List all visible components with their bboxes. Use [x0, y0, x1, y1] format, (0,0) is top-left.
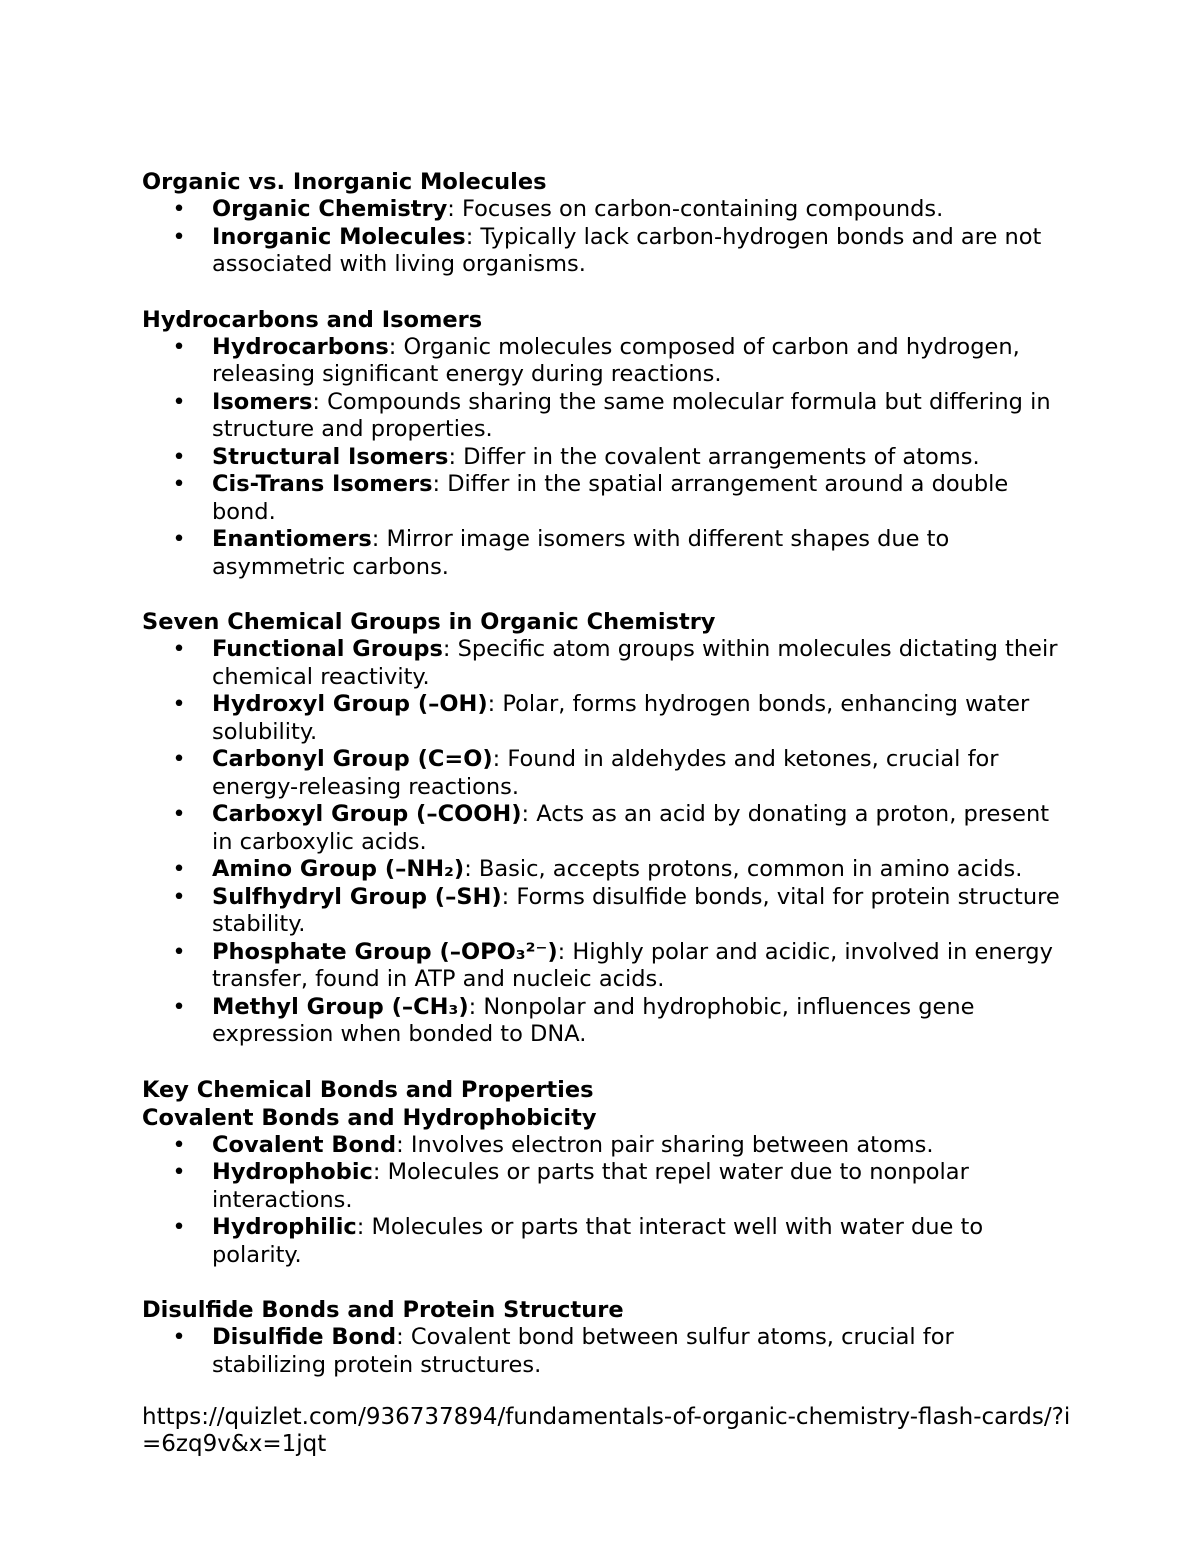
list-item — [172, 938, 1072, 994]
definition: : Involves electron pair sharing between atoms. — [396, 1131, 934, 1158]
list-item — [172, 1214, 1072, 1269]
bullet-icon: • — [172, 801, 186, 827]
definition: : Specific atom groups within molecules dictating their chemical reactivity. — [212, 636, 1058, 690]
bullet-icon: • — [172, 1214, 186, 1240]
list-item — [172, 801, 1072, 856]
term: Amino Group (–NH₂) — [212, 856, 465, 882]
term: Carbonyl Group (C=O) — [212, 746, 493, 772]
term: Enantiomers — [212, 526, 372, 552]
term: Inorganic Molecules — [212, 223, 466, 250]
definition: : Differ in the spatial arrangement around a double bond. — [212, 471, 1009, 525]
bullet-icon: • — [172, 1324, 186, 1350]
section-key-chemical-bonds — [142, 1076, 1072, 1104]
term: Phosphate Group (–OPO₃²⁻) — [212, 938, 558, 965]
term: Covalent Bond — [212, 1131, 397, 1158]
term: Organic Chemistry — [212, 196, 448, 222]
definition: : Acts as an acid by donating a proton, present in carboxylic acids. — [212, 801, 1050, 855]
definition: : Mirror image isomers with different shapes due to asymmetric carbons. — [212, 526, 950, 580]
bullet-list — [142, 1324, 1072, 1379]
list-item — [172, 1324, 1072, 1379]
list-item — [172, 223, 1072, 279]
section-disulfide-bonds — [142, 1296, 1072, 1379]
list-item — [172, 746, 1072, 801]
definition: : Organic molecules composed of carbon and hydrogen, releasing significant energy during reactions. — [212, 333, 1020, 387]
term: Hydrocarbons — [212, 333, 389, 360]
section-seven-chemical-groups — [142, 608, 1072, 1049]
list-item — [172, 333, 1072, 389]
term: Cis-Trans Isomers — [212, 471, 433, 497]
bullet-icon: • — [172, 746, 186, 772]
term: Sulfhydryl Group (–SH) — [212, 883, 502, 910]
bullet-icon: • — [172, 883, 186, 910]
term: Functional Groups — [212, 636, 443, 662]
list-item — [172, 691, 1072, 746]
subsection-heading: Covalent Bonds and Hydrophobicity — [142, 1104, 597, 1131]
bullet-icon: • — [172, 856, 186, 882]
bullet-icon: • — [172, 333, 186, 360]
bullet-icon: • — [172, 636, 186, 662]
bullet-icon: • — [172, 691, 186, 717]
term: Hydrophobic — [212, 1159, 373, 1185]
section-organic-vs-inorganic — [142, 168, 1072, 279]
list-item — [172, 1131, 1072, 1160]
list-item — [172, 883, 1072, 939]
bullet-icon: • — [172, 526, 186, 552]
section-covalent-hydrophobicity — [142, 1104, 1072, 1270]
section-heading: Seven Chemical Groups in Organic Chemistry — [142, 609, 716, 635]
bullet-icon: • — [172, 1159, 186, 1185]
bullet-icon: • — [172, 388, 186, 415]
list-item — [172, 1159, 1072, 1214]
definition: : Differ in the covalent arrangements of atoms. — [448, 443, 980, 470]
term: Disulfide Bond — [212, 1324, 397, 1350]
bullet-icon: • — [172, 196, 186, 222]
definition: : Found in aldehydes and ketones, crucial for energy-releasing reactions. — [212, 746, 999, 800]
bullet-icon: • — [172, 1131, 186, 1158]
bullet-icon: • — [172, 471, 186, 497]
bullet-icon: • — [172, 443, 186, 470]
definition: : Compounds sharing the same molecular formula but differing in structure and properties. — [212, 388, 1051, 442]
bullet-list — [142, 196, 1072, 279]
definition: : Basic, accepts protons, common in amino acids. — [464, 856, 1023, 882]
list-item — [172, 636, 1072, 691]
bullet-list — [142, 334, 1072, 582]
definition: : Polar, forms hydrogen bonds, enhancing water solubility. — [212, 691, 1030, 745]
section-hydrocarbons-isomers — [142, 306, 1072, 582]
bullet-icon: • — [172, 223, 186, 250]
list-item — [172, 993, 1072, 1049]
source-url: https://quizlet.com/936737894/fundamentals-of-organic-chemistry-flash-cards/?i=6zq9v&x=1jqt — [142, 1404, 1071, 1457]
definition: : Highly polar and acidic, involved in energy transfer, found in ATP and nucleic acids. — [212, 938, 1053, 992]
definition: : Typically lack carbon-hydrogen bonds and are not associated with living organisms. — [212, 223, 1042, 277]
section-heading: Disulfide Bonds and Protein Structure — [142, 1297, 624, 1323]
section-heading: Hydrocarbons and Isomers — [142, 306, 483, 333]
list-item — [172, 388, 1072, 444]
term: Hydrophilic — [212, 1214, 357, 1240]
definition: : Molecules or parts that interact well with water due to polarity. — [212, 1214, 984, 1268]
definition: : Focuses on carbon-containing compounds. — [447, 196, 944, 222]
bullet-icon: • — [172, 993, 186, 1020]
section-heading: Key Chemical Bonds and Properties — [142, 1076, 594, 1103]
definition: : Nonpolar and hydrophobic, influences gene expression when bonded to DNA. — [212, 993, 975, 1047]
list-item — [172, 196, 1072, 224]
list-item — [172, 526, 1072, 581]
list-item — [172, 443, 1072, 472]
list-item — [172, 856, 1072, 884]
document-page — [142, 168, 1072, 1458]
term: Structural Isomers — [212, 443, 449, 470]
term: Hydroxyl Group (–OH) — [212, 691, 488, 717]
term: Carboxyl Group (–COOH) — [212, 801, 522, 827]
bullet-list — [142, 1132, 1072, 1270]
definition: : Covalent bond between sulfur atoms, crucial for stabilizing protein structures. — [212, 1324, 954, 1378]
definition: : Forms disulfide bonds, vital for protein structure stability. — [212, 883, 1060, 937]
definition: : Molecules or parts that repel water due to nonpolar interactions. — [212, 1159, 969, 1213]
term: Methyl Group (–CH₃) — [212, 993, 469, 1020]
bullet-list — [142, 636, 1072, 1049]
list-item — [172, 471, 1072, 526]
term: Isomers — [212, 388, 313, 415]
section-heading: Organic vs. Inorganic Molecules — [142, 169, 547, 195]
bullet-icon: • — [172, 938, 186, 965]
